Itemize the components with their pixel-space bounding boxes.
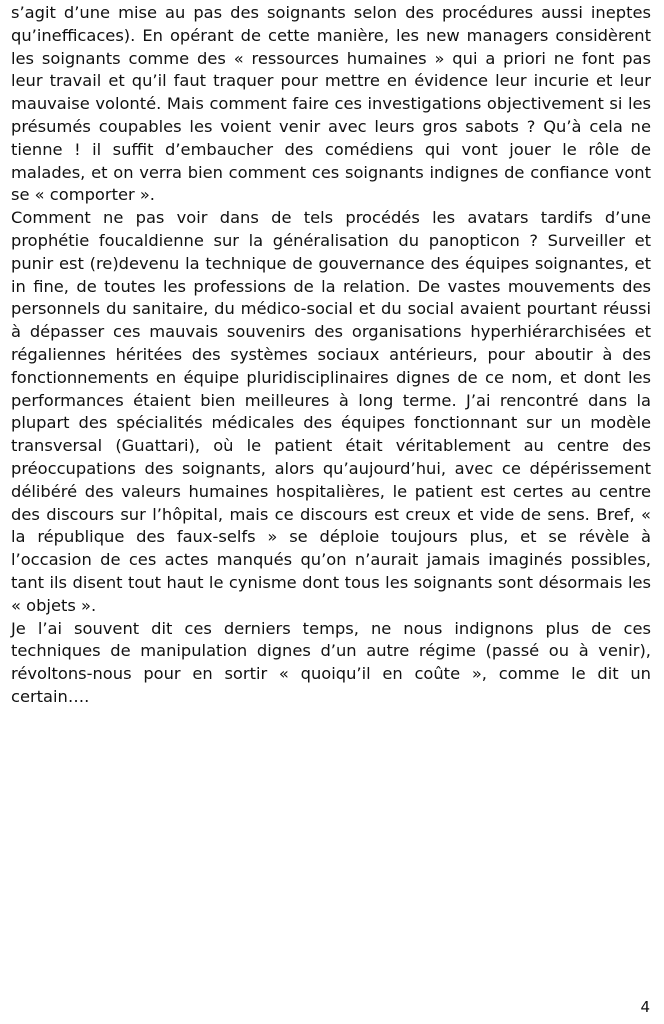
body-text: [11, 2, 651, 709]
paragraph-1: s’agit d’une mise au pas des soignants selon des procédures aussi ineptes qu’inefficaces). En opérant de cette manière, les new managers considèrent les soignants comme des « ressources humaines » qui a priori ne font pas leur travail et qu’il faut traquer pour mettre en évidence leur incurie et leur mauvaise volonté. Mais comment faire ces investigations objectivement si les présumés coupables les voient venir avec leurs gros sabots ? Qu’à cela ne tienne ! il suffit d’embaucher des comédiens qui vont jouer le rôle de malades, et on verra bien comment ces soignants indignes de confiance vont se « comporter ».: [11, 3, 651, 205]
paragraph-2: Comment ne pas voir dans de tels procédés les avatars tardifs d’une prophétie foucaldienne sur la généralisation du panopticon ? Surveiller et punir est (re)devenu la technique de gouvernance des équipes soignantes, et in fine, de toutes les professions de la relation. De vastes mouvements des personnels du sanitaire, du médico-social et du social avaient pourtant réussi à dépasser ces mauvais souvenirs des organisations hyperhiérarchisées et régaliennes héritées des systèmes sociaux antérieurs, pour aboutir à des fonctionnements en équipe pluridisciplinaires dignes de ce nom, et dont les performances étaient bien meilleures à long terme. J’ai rencontré dans la plupart des spécialités médicales des équipes fonctionnant sur un modèle transversal (Guattari), où le patient était véritablement au centre des préoccupations des soignants, alors qu’aujourd’hui, avec ce dépérissement délibéré des valeurs humaines hospitalières, le patient est certes au centre des discours sur l’hôpital, mais ce discours est creux et vide de sens. Bref, « la république des faux-selfs » se déploie toujours plus, et se révèle à l’occasion de ces actes manqués qu’on n’aurait jamais imaginés possibles, tant ils disent tout haut le cynisme dont tous les soignants sont désormais les « objets ».: [11, 208, 651, 615]
page-number: 4: [640, 998, 650, 1016]
paragraph-3: Je l’ai souvent dit ces derniers temps, ne nous indignons plus de ces techniques de manipulation dignes d’un autre régime (passé ou à venir), révoltons-nous pour en sortir « quoiqu’il en coûte », comme le dit un certain….: [11, 618, 651, 706]
